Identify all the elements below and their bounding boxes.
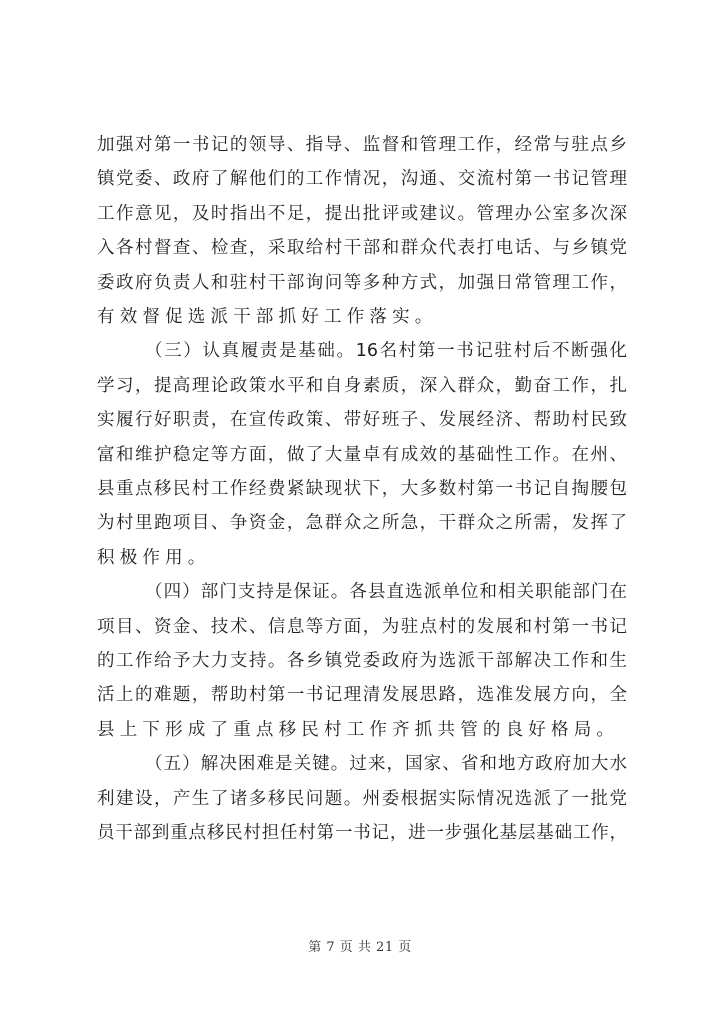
text-line: 员干部到重点移民村担任村第一书记，进一步强化基层基础工作， (97, 823, 627, 843)
page-footer: 第 7 页 共 21 页 (308, 940, 412, 955)
text-line: 学习，提高理论政策水平和自身素质，深入群众，勤奋工作，扎 (97, 375, 627, 396)
text-line: 积极作用。 (97, 547, 211, 568)
text-line: 工作意见，及时指出不足，提出批评或建议。管理办公室多次深 (97, 203, 627, 224)
paragraph-first-line: （五）解决困难是关键。过来，国家、省和地方政府加大水 (145, 754, 627, 775)
text-line: 利建设，产生了诸多移民问题。州委根据实际情况选派了一批党 (97, 788, 627, 809)
text-line: 县上下形成了重点移民村工作齐抓共管的良好格局。 (97, 719, 620, 740)
text-line: 镇党委、政府了解他们的工作情况，沟通、交流村第一书记管理 (97, 169, 627, 190)
paragraph-first-line: （三）认真履责是基础。16名村第一书记驻村后不断强化 (145, 341, 627, 362)
text-line: 项目、资金、技术、信息等方面，为驻点村的发展和村第一书记 (97, 616, 627, 637)
text-line: 加强对第一书记的领导、指导、监督和管理工作，经常与驻点乡 (97, 135, 627, 155)
text-line: 富和维护稳定等方面，做了大量卓有成效的基础性工作。在州、 (97, 444, 627, 465)
text-line: 有效督促选派干部抓好工作落实。 (97, 307, 438, 327)
text-line: 为村里跑项目、争资金，急群众之所急，干群众之所需，发挥了 (97, 513, 627, 534)
paragraph-first-line: （四）部门支持是保证。各县直选派单位和相关职能部门在 (145, 582, 627, 603)
text-line: 入各村督查、检查，采取给村干部和群众代表打电话、与乡镇党 (97, 238, 627, 259)
text-line: 实履行好职责，在宣传政策、带好班子、发展经济、帮助村民致 (97, 410, 627, 431)
text-line: 委政府负责人和驻村干部询问等多种方式，加强日常管理工作， (97, 272, 627, 293)
text-line: 县重点移民村工作经费紧缺现状下，大多数村第一书记自掏腰包 (97, 479, 627, 499)
text-line: 的工作给予大力支持。各乡镇党委政府为选派干部解决工作和生 (97, 651, 627, 671)
text-line: 活上的难题，帮助村第一书记理清发展思路，选准发展方向，全 (97, 685, 627, 706)
